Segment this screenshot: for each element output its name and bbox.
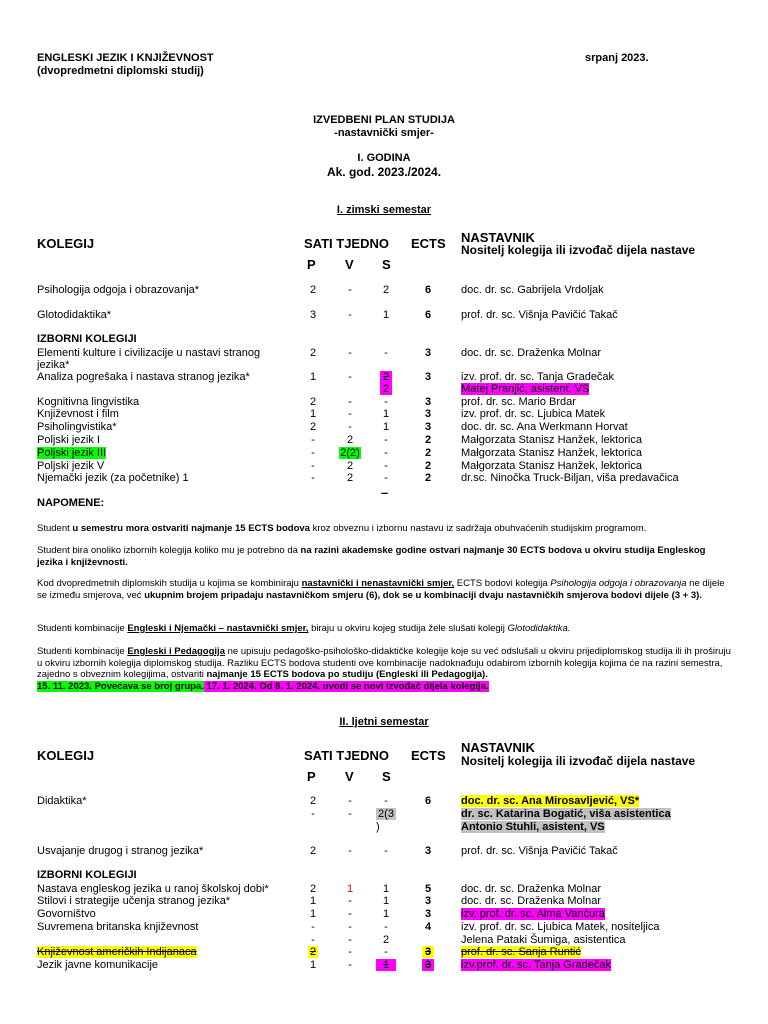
hours-v: -	[348, 908, 352, 920]
table-row	[0, 946, 768, 958]
teacher-name: izv. prof. dr. sc. Ljubica Matek, nositeljica	[461, 921, 660, 933]
note-text: Student bira onoliko izbornih kolegija koliko mu je potrebno da	[37, 545, 301, 556]
hours-s: -	[384, 460, 388, 472]
hours-p: 2	[309, 421, 317, 433]
teacher-name: prof. dr. sc. Višnja Pavičić Takač	[461, 309, 618, 321]
table-row	[0, 359, 768, 371]
note-emphasis: najmanje 15 ECTS bodova po studiju (Engleski ili Pedagogija).	[206, 669, 488, 680]
ects-value: 2	[424, 447, 432, 459]
hours-s: 1	[382, 908, 390, 920]
teacher-name: izv. prof. dr. sc. Ljubica Matek	[461, 408, 606, 420]
course-name: Psiholingvistika*	[37, 421, 117, 433]
teacher-name: prof. dr. sc. Višnja Pavičić Takač	[461, 845, 618, 857]
ects-value: 2	[424, 434, 432, 446]
teacher-name: Małgorzata Stanisz Hanžek, lektorica	[461, 460, 642, 472]
column-nositelj: Nositelj kolegija ili izvođač dijela nastave	[461, 243, 696, 257]
hours-p: 1	[309, 895, 317, 907]
hours-s: 2	[380, 371, 392, 383]
table-row	[0, 908, 768, 920]
column-nositelj: Nositelj kolegija ili izvođač dijela nastave	[461, 754, 696, 768]
note-text: Studenti kombinacije	[37, 623, 128, 634]
note-emphasis: Engleski i Njemački – nastavnički smjer,	[127, 623, 309, 634]
table-row	[0, 434, 768, 446]
table-row	[0, 396, 768, 408]
hours-p: -	[311, 447, 315, 459]
hours-s: 1	[382, 883, 390, 895]
document-date: srpanj 2023.	[585, 52, 649, 64]
ects-value: 6	[424, 309, 432, 321]
hours-s: -	[384, 447, 388, 459]
column-s: S	[382, 257, 391, 272]
table-row	[0, 959, 768, 971]
note-text: ne dijele se između smjerova, već	[37, 578, 725, 601]
teacher-name: doc. dr. sc. Draženka Molnar	[461, 883, 602, 895]
teacher-name: izv. prof. dr. sc. Tanja Gradečak	[461, 371, 615, 383]
teacher-name: izv.prof. dr. sc. Tanja Gradečak	[461, 959, 611, 971]
table-row	[0, 934, 768, 946]
document-title: ENGLESKI JEZIK I KNJIŽEVNOST	[37, 52, 214, 64]
ects-value: 5	[424, 883, 432, 895]
teacher-name: Małgorzata Stanisz Hanžek, lektorica	[461, 434, 642, 446]
hours-p: 2	[309, 946, 317, 958]
ects-value: 3	[424, 396, 432, 408]
column-p: P	[307, 769, 316, 784]
teacher-name: doc. dr. sc. Draženka Molnar	[461, 895, 602, 907]
note-emphasis: u semestru mora ostvariti najmanje 15 ECTS bodova	[72, 523, 310, 534]
table-row	[0, 421, 768, 433]
course-name: Stilovi i strategije učenja stranog jezika*	[37, 895, 231, 907]
course-name: Govorništvo	[37, 908, 96, 920]
hours-v: 2	[346, 460, 354, 472]
ects-value: 3	[424, 908, 432, 920]
note-text: Kod dvopredmetnih diplomskih studija u kojima se kombiniraju	[37, 578, 302, 589]
ects-value: 6	[424, 795, 432, 807]
note-emphasis: nastavnički i nenastavnički smjer,	[301, 578, 455, 589]
hours-v: -	[348, 371, 352, 383]
note-text: kroz obveznu i izbornu nastavu iz sadržaja obuhvaćenih studijskim programom.	[309, 523, 647, 534]
course-name: Poljski jezik III	[37, 447, 107, 459]
table-row	[0, 845, 768, 857]
hours-p: 2	[309, 883, 317, 895]
course-name: Književnost i film	[37, 408, 119, 420]
hours-v: -	[348, 421, 352, 433]
hours-s: -	[384, 347, 388, 359]
column-s: S	[382, 769, 391, 784]
note-italic: Glotodidaktika.	[507, 623, 571, 634]
hours-v: 2	[346, 472, 354, 484]
note-text: ne upisuju pedagoško-psihološko-didaktičke kolegije koje su već odslušali u okviru prijediplomskog studija ili ih proširuju u okviru izbornih kolegija diplomskog studija. Razliku ECTS bodova studenti ove kombinacije nadoknađuju odabirom izbornih kolegija kojima će na razini semestra, zajedno s obveznim kolegijima, ostvariti	[37, 646, 731, 680]
hours-v: -	[348, 895, 352, 907]
teacher-name: Matej Pranjić, asistent, VS	[461, 383, 590, 395]
teacher-name: prof. dr. sc. Mario Brdar	[461, 396, 576, 408]
course-name-continued: jezika*	[37, 359, 70, 371]
note-paragraph	[37, 646, 732, 692]
ects-value: 3	[422, 959, 434, 971]
ects-value: 2	[424, 472, 432, 484]
hours-s: 2	[382, 284, 390, 296]
teacher-name: Małgorzata Stanisz Hanžek, lektorica	[461, 447, 642, 459]
hours-s: 2	[382, 934, 390, 946]
note-paragraph	[37, 578, 732, 601]
hours-v: -	[348, 959, 352, 971]
hours-v: -	[348, 309, 352, 321]
column-sati: SATI TJEDNO	[304, 748, 389, 763]
winter-elective-heading: IZBORNI KOLEGIJI	[37, 333, 137, 345]
note-emphasis: na razini akademske godine ostvari najmanje 30 ECTS bodova u okviru studija Engleskog jezika i književnosti.	[37, 545, 706, 568]
note-text: ECTS bodovi kolegija	[454, 578, 551, 589]
table-row	[0, 883, 768, 895]
ects-value: 4	[424, 921, 432, 933]
hours-s: 1	[382, 408, 390, 420]
document-subtitle: (dvopredmetni diplomski studij)	[37, 65, 204, 77]
course-name: Suvremena britanska književnost	[37, 921, 199, 933]
teacher-name: doc. dr. sc. Gabrijela Vrdoljak	[461, 284, 604, 296]
ects-value: 3	[424, 845, 432, 857]
column-kolegij: KOLEGIJ	[37, 748, 95, 763]
teacher-name: prof. dr. sc. Sanja Runtić	[461, 946, 581, 958]
course-name: Nastava engleskog jezika u ranoj školskoj dobi*	[37, 883, 269, 895]
column-nastavnik: NASTAVNIK	[461, 230, 535, 245]
summer-semester-heading: II. ljetni semestar	[339, 716, 429, 728]
year-label: I. GODINA	[357, 152, 411, 164]
academic-year: Ak. god. 2023./2024.	[326, 165, 442, 179]
ects-value: 3	[424, 895, 432, 907]
course-name: Glotodidaktika*	[37, 309, 111, 321]
table-row	[0, 460, 768, 472]
table-row	[0, 895, 768, 907]
hours-s: 1	[376, 959, 396, 971]
course-name: Književnost američkih Indijanaca	[37, 946, 197, 958]
note-paragraph	[37, 623, 732, 635]
note-emphasis: ukupnim brojem pripadaju nastavničkom smjeru (6), dok se u kombinaciji dvaju nastavničkih smjerova bodovi dijele (3 + 3).	[144, 589, 702, 601]
teacher-name: dr.sc. Ninočka Truck-Biljan, viša predavačica	[461, 472, 679, 484]
hours-s: -	[384, 795, 388, 807]
hours-s: -	[384, 946, 388, 958]
hours-s: 1	[382, 421, 390, 433]
change-note-magenta: 17. 1. 2024. Od 8. 1. 2024. uvodi se novi izvođač dijela kolegija.	[203, 680, 489, 692]
hours-v: -	[348, 808, 352, 820]
hours-s: -	[384, 472, 388, 484]
column-v: V	[345, 769, 354, 784]
course-name: Poljski jezik V	[37, 460, 105, 472]
ects-value: 3	[424, 371, 432, 383]
hours-p: 3	[309, 309, 317, 321]
course-name: Elementi kulture i civilizacije u nastavi stranog	[37, 347, 261, 359]
hours-v: 1	[346, 883, 354, 895]
ects-value: 6	[424, 284, 432, 296]
table-row	[0, 347, 768, 359]
hours-p: -	[311, 460, 315, 472]
hours-s: 2	[380, 383, 392, 395]
table-row	[0, 408, 768, 420]
teacher-name: doc. dr. sc. Draženka Molnar	[461, 347, 602, 359]
column-nastavnik: NASTAVNIK	[461, 740, 535, 755]
course-name: Usvajanje drugog i stranog jezika*	[37, 845, 204, 857]
course-name: Psihologija odgoja i obrazovanja*	[37, 284, 200, 296]
course-name: Kognitivna lingvistika	[37, 396, 140, 408]
column-v: V	[345, 257, 354, 272]
hours-p: 1	[309, 959, 317, 971]
note-text: Studenti kombinacije	[37, 646, 128, 657]
note-paragraph	[37, 523, 732, 535]
hours-v: -	[348, 946, 352, 958]
hours-v: -	[348, 396, 352, 408]
hours-v: -	[348, 347, 352, 359]
course-name: Njemački jezik (za početnike) 1	[37, 472, 189, 484]
hours-v: 2	[346, 434, 354, 446]
hours-v: 2(2)	[340, 447, 360, 459]
hours-v: -	[348, 934, 352, 946]
table-row	[0, 821, 768, 833]
column-kolegij: KOLEGIJ	[37, 236, 95, 251]
teacher-name: doc. dr. sc. Ana Werkmann Horvat	[461, 421, 628, 433]
course-name: Analiza pogrešaka i nastava stranog jezika*	[37, 371, 250, 383]
hours-s: -	[384, 845, 388, 857]
table-row	[0, 447, 768, 459]
table-row	[0, 921, 768, 933]
column-ects: ECTS	[411, 236, 446, 251]
table-row	[0, 795, 768, 807]
hours-s: 2(3	[376, 808, 396, 820]
hours-v: -	[348, 795, 352, 807]
hours-p: 1	[309, 371, 317, 383]
course-name: Didaktika*	[37, 795, 87, 807]
hours-p: 1	[309, 408, 317, 420]
table-row	[0, 284, 768, 296]
ects-value: 3	[424, 347, 432, 359]
hours-s: 1	[382, 895, 390, 907]
hours-s: )	[376, 821, 380, 833]
hours-p: -	[311, 434, 315, 446]
course-name: Jezik javne komunikacije	[37, 959, 159, 971]
hours-p: -	[311, 472, 315, 484]
table-row	[0, 371, 768, 383]
notes-dash: –	[381, 485, 389, 500]
hours-s: -	[384, 921, 388, 933]
hours-p: 2	[309, 284, 317, 296]
teacher-name: izv. prof. dr. sc. Alma Vančura	[461, 908, 605, 920]
plan-title: IZVEDBENI PLAN STUDIJA	[313, 114, 455, 126]
hours-v: -	[348, 408, 352, 420]
hours-p: -	[311, 921, 315, 933]
note-italic: Psihologija odgoja i obrazovanja	[550, 578, 687, 589]
note-paragraph	[37, 545, 732, 568]
notes-heading: NAPOMENE:	[37, 497, 105, 509]
summer-elective-heading: IZBORNI KOLEGIJI	[37, 869, 137, 881]
ects-value: 3	[424, 408, 432, 420]
hours-s: 1	[382, 309, 390, 321]
column-p: P	[307, 257, 316, 272]
course-name: Poljski jezik I	[37, 434, 100, 446]
ects-value: 3	[424, 421, 432, 433]
change-note-green: 15. 11. 2023. Povećava se broj grupa.	[37, 680, 204, 692]
teacher-name: Antonio Stuhli, asistent, VS	[461, 821, 605, 833]
hours-v: -	[348, 845, 352, 857]
hours-p: -	[311, 808, 315, 820]
ects-value: 2	[424, 460, 432, 472]
teacher-name: doc. dr. sc. Ana Mirosavljević, VS*	[461, 795, 640, 807]
plan-subtitle: -nastavnički smjer-	[334, 127, 434, 139]
column-ects: ECTS	[411, 748, 446, 763]
hours-p: 2	[309, 795, 317, 807]
hours-s: -	[384, 396, 388, 408]
hours-p: 1	[309, 908, 317, 920]
table-row	[0, 472, 768, 484]
hours-s: -	[384, 434, 388, 446]
note-emphasis: Engleski i Pedagogija	[127, 646, 225, 657]
teacher-name: Jelena Pataki Šumiga, asistentica	[461, 934, 626, 946]
hours-p: 2	[309, 845, 317, 857]
winter-semester-heading: I. zimski semestar	[336, 204, 432, 216]
ects-value: 3	[422, 946, 434, 958]
hours-p: 2	[309, 396, 317, 408]
note-text: Student	[37, 523, 73, 534]
table-row	[0, 383, 768, 395]
note-text: biraju u okviru kojeg studija žele slušati kolegij	[308, 623, 508, 634]
hours-v: -	[348, 921, 352, 933]
hours-p: -	[311, 934, 315, 946]
hours-v: -	[348, 284, 352, 296]
table-row	[0, 309, 768, 321]
column-sati: SATI TJEDNO	[304, 236, 389, 251]
table-row	[0, 808, 768, 820]
teacher-name: dr. sc. Katarina Bogatić, viša asistentica	[461, 808, 671, 820]
hours-p: 2	[309, 347, 317, 359]
